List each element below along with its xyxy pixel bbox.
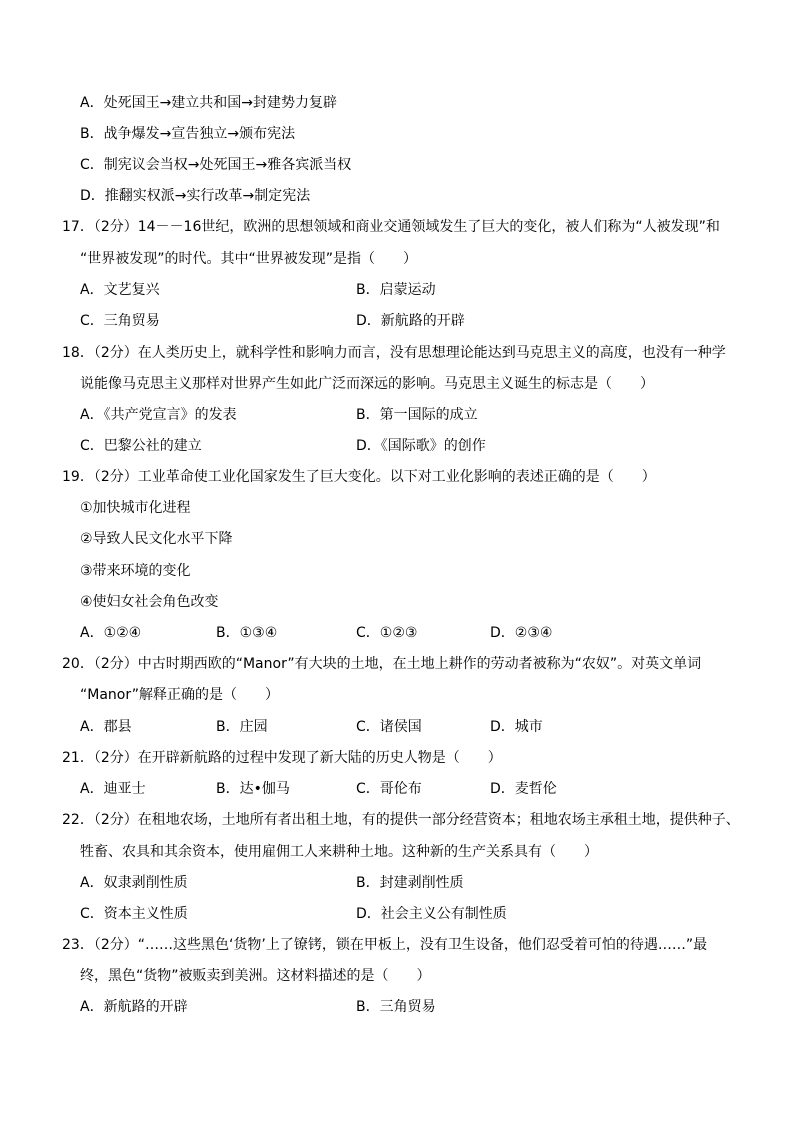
q19-option-d: D．②③④ — [490, 625, 553, 641]
q17-stem-line1: 17．（2分）14－－16世纪，欧洲的思想领域和商业交通领域发生了巨大的变化，被人们称为“人被发现”和 — [62, 219, 720, 235]
q21-option-d: D．麦哲伦 — [490, 781, 557, 797]
q20-option-b: B．庄园 — [216, 719, 268, 735]
q18-stem-line1: 18．（2分）在人类历史上，就科学性和影响力而言，没有思想理论能达到马克思主义的高度，也没有一种学 — [62, 345, 726, 361]
q17-stem-line2: “世界被发现”的时代。其中“世界被发现”是指（ ） — [80, 251, 418, 267]
q20-option-d: D．城市 — [490, 719, 543, 735]
q21-stem-line1: 21．（2分）在开辟新航路的过程中发现了新大陆的历史人物是（ ） — [62, 750, 502, 766]
q23-stem-line1: 23．（2分）“……这些黑色‘货物’上了镣铐，锁在甲板上，没有卫生设备，他们忍受着可怕的待遇……”最 — [62, 937, 708, 953]
q22-option-d: D．社会主义公有制性质 — [356, 906, 507, 922]
q16-option-b: B．战争爆发→宣告独立→颁布宪法 — [80, 126, 296, 142]
q23-option-b: B．三角贸易 — [356, 999, 436, 1015]
q22-option-b: B．封建剥削性质 — [356, 875, 464, 891]
q16-option-a: A．处死国王→建立共和国→封建势力复辟 — [80, 95, 338, 111]
q20-stem-line2: “Manor”解释正确的是（ ） — [80, 687, 279, 703]
q16-option-c: C．制宪议会当权→处死国王→雅各宾派当权 — [80, 157, 352, 173]
q23-stem-line2: 终，黑色“货物”被贩卖到美洲。这材料描述的是（ ） — [80, 968, 431, 984]
q17-option-d: D．新航路的开辟 — [356, 313, 465, 329]
q21-option-c: C．哥伦布 — [356, 781, 422, 797]
q22-option-a: A．奴隶剥削性质 — [80, 875, 188, 891]
q20-option-a: A．郡县 — [80, 719, 132, 735]
q17-option-c: C．三角贸易 — [80, 313, 160, 329]
q22-stem-line2: 牲畜、农具和其余资本，使用雇佣工人来耕种土地。这种新的生产关系具有（ ） — [80, 844, 598, 860]
q19-stem-line1: 19．（2分）工业革命使工业化国家发生了巨大变化。以下对工业化影响的表述正确的是（ ） — [62, 469, 656, 485]
q18-stem-line2: 说能像马克思主义那样对世界产生如此广泛而深远的影响。马克思主义诞生的标志是（ ） — [80, 376, 654, 392]
q19-item-2: ②导致人民文化水平下降 — [80, 531, 233, 547]
q17-option-b: B．启蒙运动 — [356, 282, 436, 298]
q19-item-3: ③带来环境的变化 — [80, 563, 191, 579]
q19-item-1: ①加快城市化进程 — [80, 500, 191, 516]
q20-option-c: C．诸侯国 — [356, 719, 422, 735]
q19-option-a: A．①②④ — [80, 625, 142, 641]
q21-option-a: A．迪亚士 — [80, 781, 146, 797]
q21-option-b: B．达•伽马 — [216, 781, 290, 797]
q19-option-c: C．①②③ — [356, 625, 418, 641]
q19-item-4: ④使妇女社会角色改变 — [80, 594, 219, 610]
q18-option-a: A．《共产党宣言》的发表 — [80, 407, 237, 423]
q23-option-a: A．新航路的开辟 — [80, 999, 188, 1015]
q19-option-b: B．①③④ — [216, 625, 278, 641]
q22-stem-line1: 22．（2分）在租地农场，土地所有者出租土地，有的提供一部分经营资本；租地农场主承租土地，提供种子、 — [62, 812, 740, 828]
q18-option-b: B．第一国际的成立 — [356, 407, 478, 423]
q18-option-c: C．巴黎公社的建立 — [80, 438, 202, 454]
q16-option-d: D．推翻实权派→实行改革→制定宪法 — [80, 188, 311, 204]
q22-option-c: C．资本主义性质 — [80, 906, 188, 922]
q18-option-d: D．《国际歌》的创作 — [356, 438, 486, 454]
q20-stem-line1: 20．（2分）中古时期西欧的“Manor”有大块的土地，在土地上耕作的劳动者被称为“农奴”。对英文单词 — [62, 656, 702, 672]
q17-option-a: A．文艺复兴 — [80, 282, 160, 298]
